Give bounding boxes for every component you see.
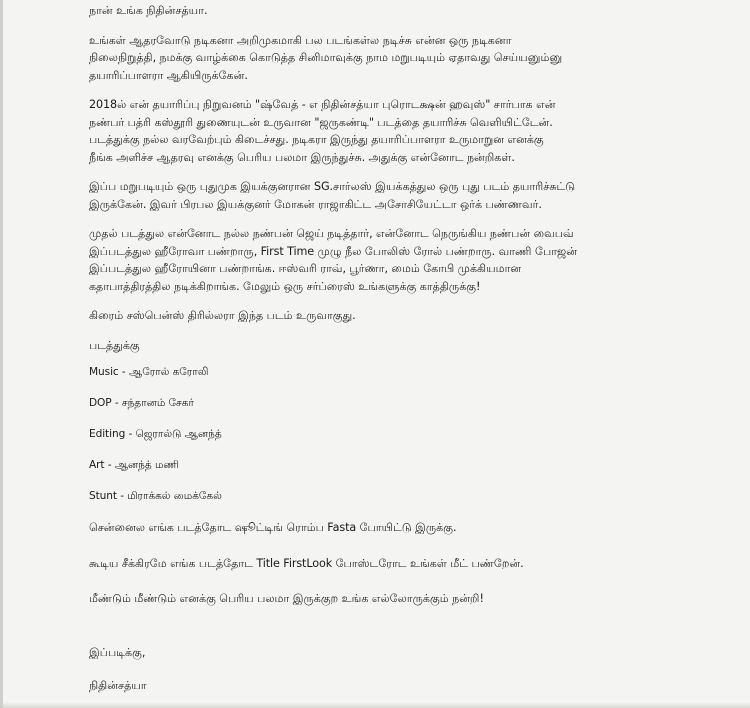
paragraph-line: உங்கள் ஆதரவோடு நடிகனா அறிமுகமாகி பல படங்கள்ல நடிச்சு என்ன ஒரு நடிகனா xyxy=(89,33,512,47)
shooting-update-line: சென்னைல எங்க படத்தோட ஷூட்டிங் ரொம்ப Fasta போயிட்டு இருக்கு. xyxy=(89,521,457,534)
signature: நிதின்சத்யா xyxy=(89,679,147,692)
firstlook-line: கூடிய சீக்கிரமே எங்க படத்தோட Title FirstLook போஸ்டரோட உங்கள் மீட் பண்றேன். xyxy=(89,556,524,570)
crew-credit-music: Music - ஆரோல் கரோலி xyxy=(89,366,209,378)
paragraph-line: படத்துக்கு நல்ல வரவேற்பும் கிடைச்சது. நடிகரா இருந்து தயாரிப்பாளரா உருமாறுன எனக்கு xyxy=(89,133,544,146)
paragraph-line: இப்படத்துல ஹீரோயினா பண்றாங்க. ஈஸ்வரி ராவ், பூர்ணா, மைம் கோபி முக்கியமான xyxy=(89,262,522,275)
paragraph-line: இப்படத்துல ஹீரோவா பண்றாரு, First Time முழு நீல போலிஸ் ரோல் பண்றாரு. வாணி போஜன் xyxy=(89,244,578,258)
paragraph-line: நண்பர் பத்ரி கஸ்தூரி துணையுடன் உருவான "ஜருகண்டி" படத்தை தயாரிச்சு வெளியிட்டேன். xyxy=(89,115,553,129)
closing-line: இப்படிக்கு, xyxy=(89,645,146,659)
crew-credit-art: Art - ஆனந்த் மணி xyxy=(89,459,180,471)
paragraph-line: நிலைநிறுத்தி, நமக்கு வாழ்க்கை கொடுத்த சினிமாவுக்கு நாம மறுபடியும் ஏதாவது செய்யனும்னு xyxy=(89,51,563,64)
cast-paragraph xyxy=(89,225,729,295)
crew-list xyxy=(89,364,729,505)
thanks-line: மீண்டும் மீண்டும் எனக்கு பெரிய பலமா இருக்குற உங்க எல்லோருக்கும் நன்றி! xyxy=(89,592,484,605)
letter-body xyxy=(89,2,729,695)
greeting-line: நான் உங்க நிதின்சத்யா. xyxy=(89,4,208,17)
paragraph-line: தயாரிப்பாளரா ஆகியிருக்கேன். xyxy=(89,68,248,82)
paragraph-line: கதாபாத்திரத்தில நடிக்கிறாங்க. மேலும் ஒரு சர்ப்ரைஸ் உங்களுக்கு காத்திருக்கு! xyxy=(89,279,481,293)
paragraph-line: இருக்கேன். இவர் பிரபல இயக்குனர் மோகன் ராஜாகிட்ட அசோசியேட்டா ஒர்க் பண்ணவர். xyxy=(89,197,542,211)
paragraph-line: இப்ப மறுபடியும் ஒரு புதுமுக இயக்குனரான SG.சார்லஸ் இயக்கத்துல ஒரு புது படம் தயாரிச்சுட்டு xyxy=(89,180,576,193)
crew-credit-stunt: Stunt - மிராக்கல் மைக்கேல் xyxy=(89,490,222,502)
paragraph-line: 2018ல் என் தயாரிப்பு நிறுவனம் "ஷ்வேத் - எ நிதின்சத்யா புரொடக்ஷன் ஹவுஸ்" சார்பாக என் xyxy=(89,98,556,111)
intro-paragraph xyxy=(89,32,729,85)
crew-heading: படத்துக்கு xyxy=(89,338,140,352)
first-production-paragraph xyxy=(89,96,729,166)
new-film-paragraph xyxy=(89,178,729,213)
crew-credit-dop: DOP - சந்தானம் சேகர் xyxy=(89,397,194,409)
genre-line: கிரைம் சஸ்பென்ஸ் திரில்லரா இந்த படம் உருவாகுது. xyxy=(89,309,356,322)
paragraph-line: நீங்க அளிச்ச ஆதரவு எனக்கு பெரிய பலமா இருந்துச்சு. அதுக்கு என்னோட நன்றிகள். xyxy=(89,150,515,164)
paragraph-line: முதல் படத்துல என்னோட நல்ல நண்பன் ஜெய் நடித்தார், என்னோட நெருங்கிய நண்பன் வைபவ் xyxy=(89,227,574,240)
crew-credit-editing: Editing - ஜெரால்டு ஆனந்த் xyxy=(89,428,222,440)
